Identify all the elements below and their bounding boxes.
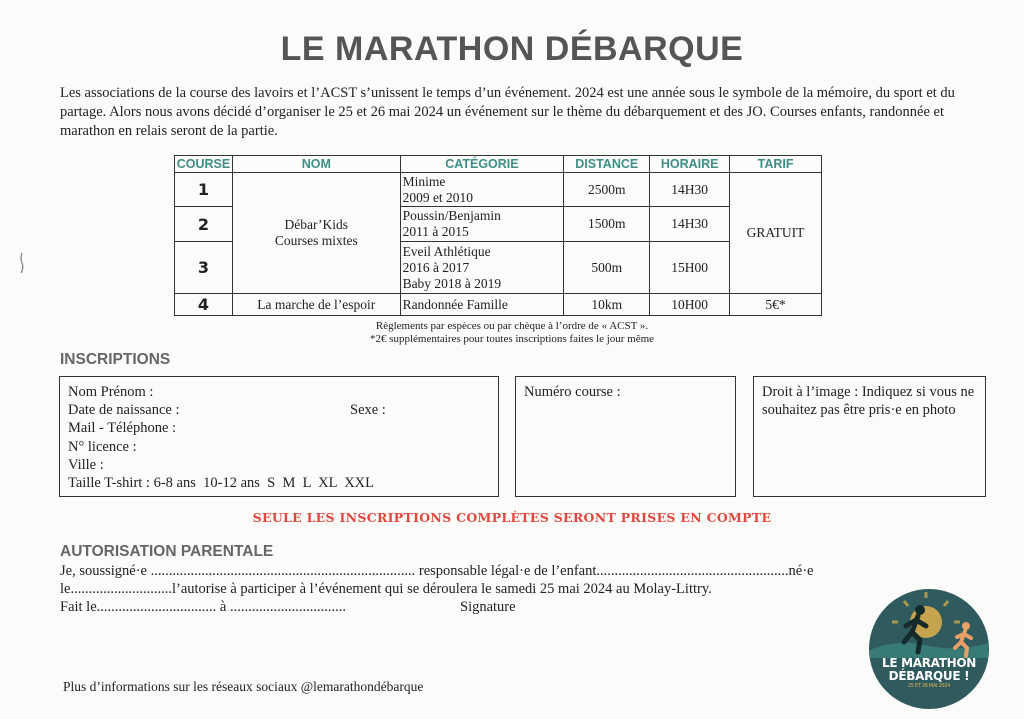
event-logo	[868, 588, 990, 710]
signature-label: Signature	[460, 599, 516, 615]
logo-dates: 25 ET 26 MAI 2024	[907, 683, 951, 689]
category-cell	[400, 207, 564, 242]
category-cell	[400, 242, 564, 294]
field-naissance: Date de naissance :	[68, 402, 180, 419]
tarif-cell: 5€*	[730, 294, 822, 316]
category-line: Poussin/Benjamin	[402, 208, 501, 223]
distance-cell: 10km	[564, 294, 650, 316]
category-cell	[400, 173, 564, 207]
header-tarif: TARIF	[730, 156, 822, 173]
social-footer: Plus d’informations sur les réseaux sociaux @lemarathondébarque	[63, 679, 424, 694]
field-ville: Ville :	[68, 456, 104, 473]
distance-cell: 500m	[564, 242, 650, 294]
field-mail: Mail - Téléphone :	[68, 420, 177, 437]
autorisation-line-3: Fait le................................. à ................................	[60, 599, 346, 615]
field-row-naissance	[68, 401, 490, 419]
course-number: 2	[175, 207, 233, 242]
field-numero: Numéro course :	[524, 384, 621, 400]
header-nom: NOM	[232, 156, 400, 173]
table-header-row	[175, 156, 822, 173]
course-table	[174, 155, 822, 316]
header-categorie: CATÉGORIE	[400, 156, 564, 173]
autorisation-line-1: Je, soussigné·e ......................................................................... responsable légal·e de l’enfant.....................................................né·e	[60, 563, 814, 579]
category-line: 2016 à 2017	[402, 259, 470, 275]
category-line: Minime	[402, 173, 446, 189]
completeness-warning: SEULE LES INSCRIPTIONS COMPLÈTES SERONT PRISES EN COMPTE	[252, 510, 772, 525]
payment-note: Règlements par espèces ou par chèque à l’ordre de « ACST ».	[375, 320, 649, 332]
category-cell: Randonnée Famille	[400, 294, 564, 316]
distance-cell: 2500m	[564, 173, 650, 207]
numero-course-box[interactable]	[515, 376, 736, 497]
logo-graphic	[868, 588, 990, 710]
course-name: La marche de l’espoir	[232, 294, 400, 316]
inscription-form-box[interactable]	[59, 376, 499, 497]
header-course: COURSE	[175, 156, 233, 173]
course-name-line: Courses mixtes	[274, 233, 358, 248]
intro-paragraph: Les associations de la course des lavoirs et l’ACST s’unissent le temps d’un événement. 2024 est une année sous le symbole de la mémoire, du sport et du partage. Alors nous avons décidé d’organiser le 25 et 26 mai 2024 un événement sur le thème du débarquement et des JO. Courses enfants, randonnée et marathon en relais seront de la partie.	[60, 85, 955, 139]
surcharge-note: *2€ supplémentaires pour toutes inscriptions faites le jour même	[369, 333, 655, 345]
horaire-cell: 14H30	[650, 173, 730, 207]
inscriptions-heading: INSCRIPTIONS	[60, 351, 171, 368]
category-line: Baby 2018 à 2019	[402, 275, 502, 291]
header-horaire: HORAIRE	[650, 156, 730, 173]
field-licence: N° licence :	[68, 438, 137, 455]
page-title: LE MARATHON DÉBARQUE	[280, 30, 744, 68]
logo-line-2: DÉBARQUE !	[888, 669, 970, 683]
autorisation-line-2: le............................l’autorise à participer à l’événement qui se déroulera le samedi 25 mai 2024 au Molay-Littry.	[60, 581, 712, 597]
course-name-kids	[232, 173, 400, 294]
field-droit-image: Droit à l’image : Indiquez si vous ne souhaitez pas être pris·e en photo	[762, 384, 975, 419]
field-tshirt: Taille T-shirt : 6-8 ans 10-12 ans S M L XL XXL	[68, 475, 375, 492]
course-number: 1	[175, 173, 233, 207]
course-name-line: Débar’Kids	[284, 217, 349, 232]
category-line: 2009 et 2010	[402, 189, 474, 205]
droit-image-box[interactable]	[753, 376, 986, 497]
horaire-cell: 15H00	[650, 242, 730, 294]
course-number: 3	[175, 242, 233, 294]
field-nom: Nom Prénom :	[68, 384, 154, 400]
logo-line-1: LE MARATHON	[881, 656, 977, 670]
distance-cell: 1500m	[564, 207, 650, 242]
table-row	[175, 294, 822, 316]
horaire-cell: 10H00	[650, 294, 730, 316]
table-row	[175, 173, 822, 207]
margin-mark	[17, 252, 27, 274]
category-line: 2011 à 2015	[402, 224, 469, 239]
field-sexe: Sexe :	[350, 402, 386, 419]
header-distance: DISTANCE	[564, 156, 650, 173]
tarif-cell: GRATUIT	[730, 173, 822, 294]
autorisation-heading: AUTORISATION PARENTALE	[60, 543, 274, 560]
horaire-cell: 14H30	[650, 207, 730, 242]
course-number: 4	[175, 294, 233, 316]
category-line: Eveil Athlétique	[402, 243, 491, 259]
